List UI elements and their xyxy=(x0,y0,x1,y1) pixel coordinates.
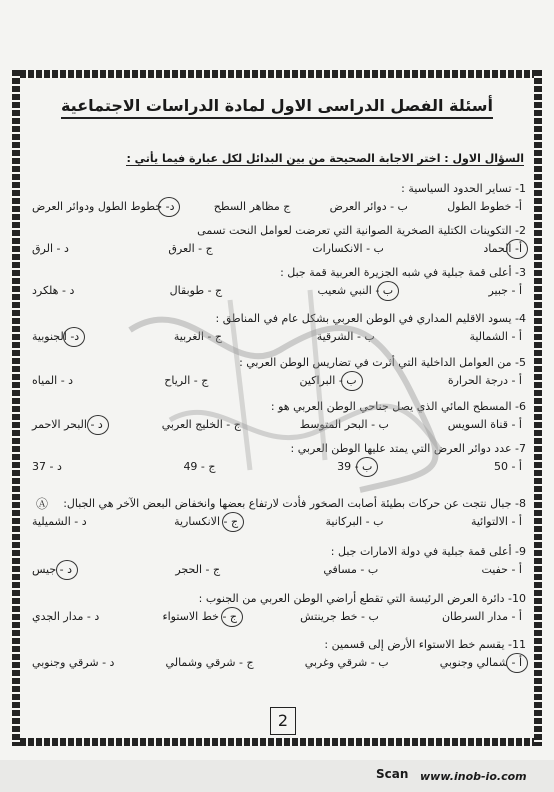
answer-option: ب - 39 xyxy=(333,460,376,473)
answer-option: ج - شرقي وشمالي xyxy=(165,656,254,669)
answer-option: ب - البحر المتوسط xyxy=(299,418,389,431)
answer-option: ج مظاهر السطح xyxy=(213,200,291,213)
answer-option: د - المياه xyxy=(32,374,74,387)
question-text: 11- يقسم خط الاستواء الأرض إلى قسمين : xyxy=(324,638,526,651)
answer-option: أ - 50 xyxy=(493,460,522,473)
decorative-border-left xyxy=(12,70,20,746)
question-text: 6- المسطح المائي الذي يصل جناحي الوطن العربي هو : xyxy=(270,400,526,413)
answer-option: أ - درجة الحرارة xyxy=(447,374,522,387)
answer-option: أ - الشمالية xyxy=(469,330,522,343)
options-row xyxy=(28,515,526,528)
options-row xyxy=(28,374,526,387)
answer-option: أ- خطوط الطول xyxy=(447,200,522,213)
answer-option: ج - خط الاستواء xyxy=(158,610,241,623)
question-text: 9- أعلى قمة جبلية في دولة الامارات جبل : xyxy=(330,545,526,558)
answer-option: ج - الحجر xyxy=(175,563,221,576)
decorative-border-bottom xyxy=(12,738,542,746)
answer-option: د - 37 xyxy=(32,460,62,473)
decorative-border-top xyxy=(12,70,542,78)
handwritten-watermark xyxy=(110,270,470,510)
answer-option: أ - الالتوائية xyxy=(470,515,522,528)
pen-mark: Ⓐ xyxy=(36,497,49,511)
options-row xyxy=(28,330,526,343)
answer-option: ب - شرقي وغربي xyxy=(304,656,389,669)
answer-option: ب - البراكين xyxy=(296,374,361,387)
exam-title: أسئلة الفصل الدراسى الاول لمادة الدراسات الاجتماعية xyxy=(40,96,514,115)
options-row xyxy=(28,656,526,669)
answer-option: ج - الرياح xyxy=(164,374,209,387)
answer-option: أ - حفيت xyxy=(481,563,522,576)
question-text: 4- يسود الاقليم المداري في الوطن العربي بشكل عام في المناطق : xyxy=(215,312,526,325)
answer-option: ج - طوبقال xyxy=(169,284,223,297)
options-row xyxy=(28,460,526,473)
question-text: 8- جبال نتجت عن حركات بطيئة أصابت الصخور فأدت لارتفاع بعضها وانخفاض البعض الآخر هي الجبال: xyxy=(63,497,526,510)
answer-option: ب - النبي شعيب xyxy=(313,284,397,297)
question-text: 5- من العوامل الداخلية التي أثرت في تضاريس الوطن العربي : xyxy=(239,356,526,369)
question-text: 2- التكوينات الكتلية الصخرية الصوانية التي تعرضت لعوامل النحت تسمى xyxy=(197,224,526,237)
answer-option: د - الرق xyxy=(32,242,69,255)
options-row xyxy=(28,284,526,297)
answer-option: ج - الغربية xyxy=(173,330,222,343)
answer-option: د- الجنوبية xyxy=(28,330,83,343)
options-row xyxy=(28,200,526,213)
answer-option: ب - الشرقية xyxy=(316,330,375,343)
answer-option: ب - مسافي xyxy=(323,563,379,576)
decorative-border-right xyxy=(534,70,542,746)
answer-option: ج - الانكسارية xyxy=(170,515,242,528)
site-url: www.inob-io.com xyxy=(420,770,527,783)
answer-option: د - هلكرد xyxy=(32,284,75,297)
answer-option: ب - خط جرينتش xyxy=(300,610,379,623)
answer-option: د - مدار الجدي xyxy=(32,610,100,623)
answer-option: أ- الحماد xyxy=(479,242,526,255)
page-number: 2 xyxy=(270,707,296,735)
scan-label: Scan xyxy=(376,767,409,781)
options-row xyxy=(28,563,526,576)
answer-option: د - الشميلية xyxy=(32,515,87,528)
answer-option: د - البحر الاحمر xyxy=(28,418,107,431)
options-row xyxy=(28,610,526,623)
answer-option: ب - البركانية xyxy=(325,515,384,528)
options-row xyxy=(28,242,526,255)
answer-option: أ - شمالي وجنوبي xyxy=(436,656,526,669)
answer-option: أ - مدار السرطان xyxy=(441,610,522,623)
question-text: 1- تساير الحدود السياسية : xyxy=(401,182,526,195)
answer-option: د - جيس xyxy=(28,563,76,576)
answer-option: د - شرقي وجنوبي xyxy=(32,656,115,669)
answer-option: أ - جبير xyxy=(488,284,522,297)
question-text: 3- أعلى قمة جبلية في شبه الجزيرة العربية قمة جبل : xyxy=(280,266,526,279)
answer-option: ج - العرق xyxy=(168,242,213,255)
answer-option: ج - 49 xyxy=(183,460,216,473)
answer-option: د- خطوط الطول ودوائر العرض xyxy=(28,200,178,213)
answer-option: ب - دوائر العرض xyxy=(329,200,408,213)
answer-option: ب - الانكسارات xyxy=(312,242,384,255)
answer-option: ج - الخليج العربي xyxy=(161,418,241,431)
options-row xyxy=(28,418,526,431)
section-instruction: السؤال الاول : اختر الاجابة الصحيحة من بين البدائل لكل عبارة فيما يأتي : xyxy=(126,152,524,165)
answer-option: أ - قناة السويس xyxy=(447,418,522,431)
question-text: 10- دائرة العرض الرئيسة التي تقطع أراضي الوطن العربي من الجنوب : xyxy=(198,592,526,605)
question-text: 7- عدد دوائر العرض التي يمتد عليها الوطن العربي : xyxy=(290,442,526,455)
